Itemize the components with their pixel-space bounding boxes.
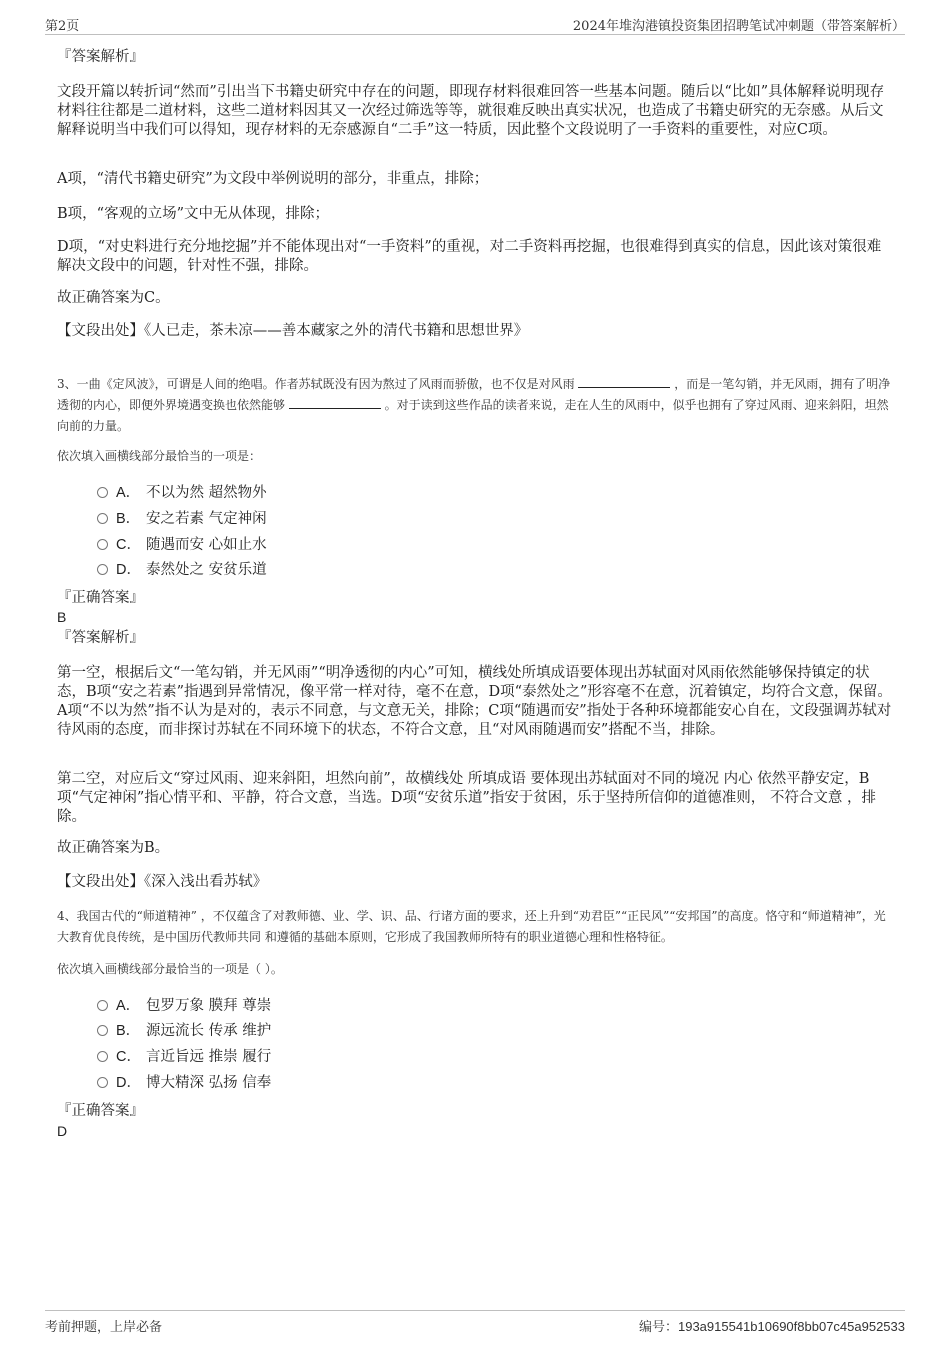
q4-option-a[interactable]: A． 包罗万象 膜拜 尊崇	[97, 996, 271, 1016]
q2-option-d-explanation: D项，“对史料进行充分地挖掘”并不能体现出对“一手资料”的重视，对二手资料再挖掘，也很难得到真实的信息，因此该对策很难解决文段中的问题，针对性不强，排除。	[57, 239, 882, 274]
q3-analysis-label: 『答案解析』	[57, 630, 144, 646]
radio-icon[interactable]	[97, 539, 108, 550]
q3-option-c[interactable]: C． 随遇而安 心如止水	[97, 535, 267, 555]
radio-icon[interactable]	[97, 1025, 108, 1036]
q3-stem-part3: 。对于读到这些作品的读者来说，走在人生的风雨中，似乎也拥有了穿过风雨、迎来斜阳，坦然向前的力量。	[57, 398, 889, 433]
q3-analysis-para1: 第一空，根据后文“一笔勾销，并无风雨”“明净透彻的内心”可知，横线处所填成语要体现出苏轼面对风雨依然能够保持镇定的状态，B项“安之若素”指遇到异常情况，像平常一样对待，毫不在意，D项“泰然处之”形容毫不在意，沉着镇定，均符合文意，保留。A项“不以为然”指不认为是对的，表示不同意，与文意无关，排除；C项“随遇而安”指处于各种环境都能安心自在，文段强调苏轼对待风雨的态度，而非探讨苏轼在不同环境下的状态，不符合文意，且“对风雨随遇而安”搭配不当，排除。	[57, 665, 892, 738]
page-header	[45, 12, 905, 35]
document-title: 2024年堆沟港镇投资集团招聘笔试冲刺题（带答案解析）	[572, 19, 905, 34]
radio-icon[interactable]	[97, 487, 108, 498]
q3-option-b[interactable]: B． 安之若素 气定神闲	[97, 509, 267, 529]
footer-slogan: 考前押题，上岸必备	[45, 1320, 163, 1335]
q3-option-d[interactable]: D． 泰然处之 安贫乐道	[97, 560, 267, 580]
q4-correct-label: 『正确答案』	[57, 1103, 144, 1119]
q3-stem	[57, 374, 893, 437]
q3-stem-part1: 3、一曲《定风波》，可谓是人间的绝唱。作者苏轼既没有因为熬过了风雨而骄傲，也不仅是对风雨	[57, 377, 575, 391]
q3-correct-label: 『正确答案』	[57, 590, 144, 606]
q2-source: 【文段出处】《人已走，茶未凉——善本藏家之外的清代书籍和思想世界》	[57, 323, 529, 339]
radio-icon[interactable]	[97, 1051, 108, 1062]
q3-source: 【文段出处】《深入浅出看苏轼》	[57, 874, 268, 890]
q3-stem-part2: ，而是一笔勾销，并无风雨，拥有了明净透彻的内心，即便外界境遇变换也依然能够	[57, 377, 891, 412]
q2-analysis-label: 『答案解析』	[57, 49, 144, 65]
radio-icon[interactable]	[97, 1000, 108, 1011]
q3-correct-answer: B	[57, 609, 67, 625]
q2-analysis-para: 文段开篇以转折词“然而”引出当下书籍史研究中存在的问题，即现存材料很难回答一些基本问题。随后以“比如”具体解释说明现存材料往往都是二道材料，这些二道材料因其又一次经过筛选等等，就很难反映出真实状况，也造成了书籍史研究的无奈感。从后文解释说明当中我们可以得知，现存材料的无奈感源自“二手”这一特质，因此整个文段说明了一手资料的重要性，对应C项。	[57, 84, 885, 138]
q2-conclusion: 故正确答案为C。	[57, 290, 170, 306]
radio-icon[interactable]	[97, 564, 108, 575]
document-code: 编号：193a915541b10690f8bb07c45a952533	[638, 1319, 905, 1334]
q4-stem: 4、我国古代的“师道精神” ，不仅蕴含了对教师德、业、学、识、品、行诸方面的要求，还上升到“劝君臣”“正民风”“安邦国”的高度。恪守和“师道精神”，光大教育优良传统，是中国历代教师共同 和遵循的基础本原则，它形成了我国教师所特有的职业道德心理和性格特征。	[57, 909, 886, 944]
q4-option-b[interactable]: B． 源远流长 传承 维护	[97, 1021, 271, 1041]
q4-option-d[interactable]: D． 博大精深 弘扬 信奉	[97, 1073, 271, 1093]
q3-analysis-para2: 第二空，对应后文“穿过风雨、迎来斜阳，坦然向前”，故横线处 所填成语 要体现出苏轼面对不同的境况 内心 依然平静安定，B项“气定神闲”指心情平和、平静，符合文意，当选。D项“安贫乐道”指安于贫困，乐于坚持所信仰的道德准则， 不符合文意 ，排除。	[57, 771, 876, 825]
q3-blank-2	[289, 397, 381, 409]
page-number: 第2页	[45, 19, 80, 34]
q4-correct-answer: D	[57, 1123, 68, 1139]
q3-instruction: 依次填入画横线部分最恰当的一项是：	[57, 449, 262, 463]
radio-icon[interactable]	[97, 1077, 108, 1088]
q4-instruction: 依次填入画横线部分最恰当的一项是（ ）。	[57, 962, 283, 976]
q3-conclusion: 故正确答案为B。	[57, 840, 170, 856]
q2-option-a-explanation: A项，“清代书籍史研究”为文段中举例说明的部分，非重点，排除；	[57, 171, 489, 187]
q3-option-a[interactable]: A． 不以为然 超然物外	[97, 483, 267, 503]
q3-blank-1	[578, 376, 670, 388]
radio-icon[interactable]	[97, 513, 108, 524]
q4-option-c[interactable]: C． 言近旨远 推崇 履行	[97, 1047, 271, 1067]
page-footer	[45, 1310, 905, 1333]
q2-option-b-explanation: B项，“客观的立场”文中无从体现，排除；	[57, 206, 329, 222]
